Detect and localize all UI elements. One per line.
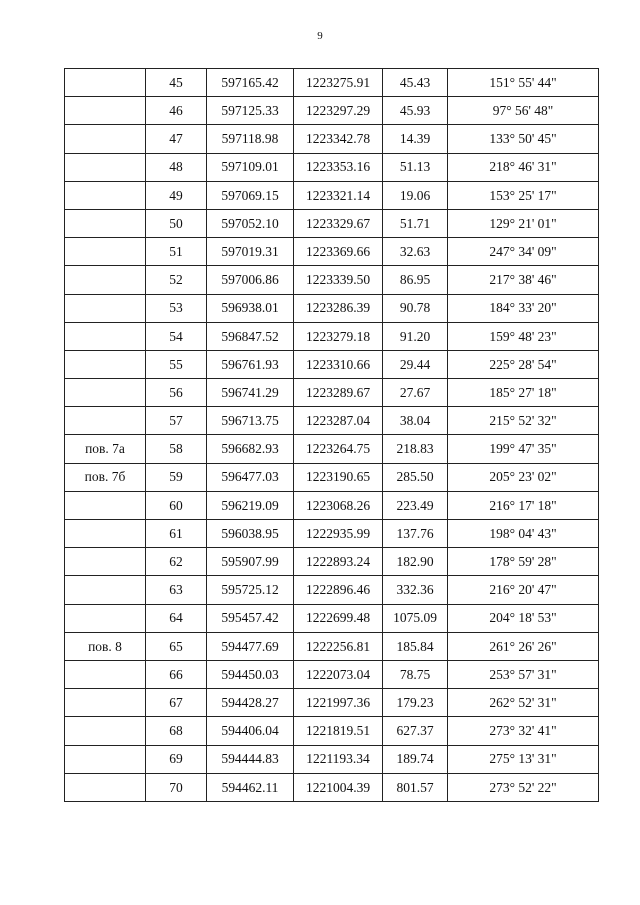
table-row — [65, 491, 599, 519]
x-coordinate-cell: 597006.86 — [207, 266, 294, 294]
distance-cell: 78.75 — [383, 660, 448, 688]
direction-angle-cell: 204° 18' 53" — [448, 604, 599, 632]
x-coordinate-cell: 594450.03 — [207, 660, 294, 688]
x-coordinate-cell: 596219.09 — [207, 491, 294, 519]
table-row — [65, 322, 599, 350]
point-number-cell: 45 — [146, 69, 207, 97]
coordinates-table — [64, 68, 599, 802]
point-label-cell — [65, 69, 146, 97]
y-coordinate-cell: 1221193.34 — [294, 745, 383, 773]
point-label-cell — [65, 520, 146, 548]
y-coordinate-cell: 1223190.65 — [294, 463, 383, 491]
point-label-cell — [65, 322, 146, 350]
point-label-cell: пов. 7а — [65, 435, 146, 463]
direction-angle-cell: 273° 52' 22" — [448, 773, 599, 801]
distance-cell: 45.43 — [383, 69, 448, 97]
x-coordinate-cell: 596847.52 — [207, 322, 294, 350]
direction-angle-cell: 275° 13' 31" — [448, 745, 599, 773]
table-row — [65, 463, 599, 491]
y-coordinate-cell: 1222896.46 — [294, 576, 383, 604]
x-coordinate-cell: 594428.27 — [207, 689, 294, 717]
point-number-cell: 62 — [146, 548, 207, 576]
table-row — [65, 209, 599, 237]
table-row — [65, 604, 599, 632]
table-row — [65, 350, 599, 378]
distance-cell: 45.93 — [383, 97, 448, 125]
distance-cell: 86.95 — [383, 266, 448, 294]
point-number-cell: 60 — [146, 491, 207, 519]
point-number-cell: 53 — [146, 294, 207, 322]
point-label-cell — [65, 773, 146, 801]
x-coordinate-cell: 594406.04 — [207, 717, 294, 745]
direction-angle-cell: 262° 52' 31" — [448, 689, 599, 717]
y-coordinate-cell: 1223289.67 — [294, 379, 383, 407]
x-coordinate-cell: 594444.83 — [207, 745, 294, 773]
point-label-cell — [65, 350, 146, 378]
point-number-cell: 58 — [146, 435, 207, 463]
x-coordinate-cell: 595725.12 — [207, 576, 294, 604]
y-coordinate-cell: 1223310.66 — [294, 350, 383, 378]
point-label-cell — [65, 689, 146, 717]
direction-angle-cell: 185° 27' 18" — [448, 379, 599, 407]
table-row — [65, 238, 599, 266]
distance-cell: 189.74 — [383, 745, 448, 773]
distance-cell: 627.37 — [383, 717, 448, 745]
point-number-cell: 52 — [146, 266, 207, 294]
y-coordinate-cell: 1223286.39 — [294, 294, 383, 322]
distance-cell: 332.36 — [383, 576, 448, 604]
x-coordinate-cell: 594462.11 — [207, 773, 294, 801]
table-row — [65, 181, 599, 209]
point-number-cell: 54 — [146, 322, 207, 350]
table-row — [65, 407, 599, 435]
distance-cell: 27.67 — [383, 379, 448, 407]
x-coordinate-cell: 597069.15 — [207, 181, 294, 209]
y-coordinate-cell: 1222699.48 — [294, 604, 383, 632]
table-row — [65, 125, 599, 153]
distance-cell: 38.04 — [383, 407, 448, 435]
point-label-cell: пов. 8 — [65, 632, 146, 660]
table-row — [65, 520, 599, 548]
y-coordinate-cell: 1222256.81 — [294, 632, 383, 660]
y-coordinate-cell: 1223321.14 — [294, 181, 383, 209]
y-coordinate-cell: 1223275.91 — [294, 69, 383, 97]
x-coordinate-cell: 596938.01 — [207, 294, 294, 322]
x-coordinate-cell: 597118.98 — [207, 125, 294, 153]
y-coordinate-cell: 1223342.78 — [294, 125, 383, 153]
table-row — [65, 153, 599, 181]
table-row — [65, 632, 599, 660]
y-coordinate-cell: 1223339.50 — [294, 266, 383, 294]
point-label-cell — [65, 491, 146, 519]
direction-angle-cell: 199° 47' 35" — [448, 435, 599, 463]
point-number-cell: 46 — [146, 97, 207, 125]
direction-angle-cell: 225° 28' 54" — [448, 350, 599, 378]
point-number-cell: 65 — [146, 632, 207, 660]
distance-cell: 801.57 — [383, 773, 448, 801]
distance-cell: 29.44 — [383, 350, 448, 378]
table-row — [65, 689, 599, 717]
point-label-cell — [65, 576, 146, 604]
distance-cell: 90.78 — [383, 294, 448, 322]
point-label-cell — [65, 745, 146, 773]
direction-angle-cell: 151° 55' 44" — [448, 69, 599, 97]
point-number-cell: 57 — [146, 407, 207, 435]
point-number-cell: 48 — [146, 153, 207, 181]
distance-cell: 32.63 — [383, 238, 448, 266]
table-row — [65, 69, 599, 97]
point-number-cell: 68 — [146, 717, 207, 745]
y-coordinate-cell: 1223279.18 — [294, 322, 383, 350]
y-coordinate-cell: 1223264.75 — [294, 435, 383, 463]
direction-angle-cell: 216° 20' 47" — [448, 576, 599, 604]
x-coordinate-cell: 596682.93 — [207, 435, 294, 463]
point-number-cell: 56 — [146, 379, 207, 407]
direction-angle-cell: 253° 57' 31" — [448, 660, 599, 688]
point-label-cell — [65, 717, 146, 745]
distance-cell: 91.20 — [383, 322, 448, 350]
distance-cell: 185.84 — [383, 632, 448, 660]
table-row — [65, 97, 599, 125]
direction-angle-cell: 198° 04' 43" — [448, 520, 599, 548]
y-coordinate-cell: 1222935.99 — [294, 520, 383, 548]
direction-angle-cell: 216° 17' 18" — [448, 491, 599, 519]
y-coordinate-cell: 1223287.04 — [294, 407, 383, 435]
y-coordinate-cell: 1221004.39 — [294, 773, 383, 801]
point-number-cell: 69 — [146, 745, 207, 773]
table-row — [65, 745, 599, 773]
direction-angle-cell: 215° 52' 32" — [448, 407, 599, 435]
point-label-cell — [65, 548, 146, 576]
direction-angle-cell: 97° 56' 48" — [448, 97, 599, 125]
x-coordinate-cell: 596038.95 — [207, 520, 294, 548]
table-row — [65, 717, 599, 745]
point-number-cell: 59 — [146, 463, 207, 491]
direction-angle-cell: 184° 33' 20" — [448, 294, 599, 322]
point-number-cell: 61 — [146, 520, 207, 548]
x-coordinate-cell: 597109.01 — [207, 153, 294, 181]
x-coordinate-cell: 596477.03 — [207, 463, 294, 491]
x-coordinate-cell: 597052.10 — [207, 209, 294, 237]
point-number-cell: 63 — [146, 576, 207, 604]
point-label-cell — [65, 604, 146, 632]
y-coordinate-cell: 1223329.67 — [294, 209, 383, 237]
x-coordinate-cell: 597165.42 — [207, 69, 294, 97]
distance-cell: 223.49 — [383, 491, 448, 519]
point-number-cell: 64 — [146, 604, 207, 632]
x-coordinate-cell: 594477.69 — [207, 632, 294, 660]
point-number-cell: 66 — [146, 660, 207, 688]
y-coordinate-cell: 1223369.66 — [294, 238, 383, 266]
direction-angle-cell: 159° 48' 23" — [448, 322, 599, 350]
point-label-cell — [65, 407, 146, 435]
point-label-cell: пов. 7б — [65, 463, 146, 491]
direction-angle-cell: 133° 50' 45" — [448, 125, 599, 153]
x-coordinate-cell: 597125.33 — [207, 97, 294, 125]
table-row — [65, 660, 599, 688]
direction-angle-cell: 153° 25' 17" — [448, 181, 599, 209]
point-label-cell — [65, 153, 146, 181]
point-label-cell — [65, 660, 146, 688]
point-label-cell — [65, 125, 146, 153]
x-coordinate-cell: 596741.29 — [207, 379, 294, 407]
x-coordinate-cell: 595457.42 — [207, 604, 294, 632]
y-coordinate-cell: 1221997.36 — [294, 689, 383, 717]
distance-cell: 19.06 — [383, 181, 448, 209]
point-number-cell: 49 — [146, 181, 207, 209]
point-number-cell: 50 — [146, 209, 207, 237]
distance-cell: 285.50 — [383, 463, 448, 491]
distance-cell: 218.83 — [383, 435, 448, 463]
point-number-cell: 51 — [146, 238, 207, 266]
point-label-cell — [65, 266, 146, 294]
distance-cell: 1075.09 — [383, 604, 448, 632]
direction-angle-cell: 218° 46' 31" — [448, 153, 599, 181]
point-label-cell — [65, 97, 146, 125]
point-number-cell: 70 — [146, 773, 207, 801]
distance-cell: 51.71 — [383, 209, 448, 237]
x-coordinate-cell: 595907.99 — [207, 548, 294, 576]
point-number-cell: 47 — [146, 125, 207, 153]
y-coordinate-cell: 1221819.51 — [294, 717, 383, 745]
point-label-cell — [65, 238, 146, 266]
distance-cell: 14.39 — [383, 125, 448, 153]
table-row — [65, 773, 599, 801]
direction-angle-cell: 217° 38' 46" — [448, 266, 599, 294]
direction-angle-cell: 129° 21' 01" — [448, 209, 599, 237]
table-row — [65, 379, 599, 407]
y-coordinate-cell: 1223297.29 — [294, 97, 383, 125]
direction-angle-cell: 205° 23' 02" — [448, 463, 599, 491]
table-row — [65, 294, 599, 322]
point-number-cell: 67 — [146, 689, 207, 717]
distance-cell: 51.13 — [383, 153, 448, 181]
point-label-cell — [65, 294, 146, 322]
direction-angle-cell: 247° 34' 09" — [448, 238, 599, 266]
coordinates-table-body — [65, 69, 599, 802]
distance-cell: 182.90 — [383, 548, 448, 576]
y-coordinate-cell: 1223068.26 — [294, 491, 383, 519]
table-row — [65, 435, 599, 463]
x-coordinate-cell: 597019.31 — [207, 238, 294, 266]
distance-cell: 179.23 — [383, 689, 448, 717]
x-coordinate-cell: 596713.75 — [207, 407, 294, 435]
y-coordinate-cell: 1222893.24 — [294, 548, 383, 576]
distance-cell: 137.76 — [383, 520, 448, 548]
direction-angle-cell: 273° 32' 41" — [448, 717, 599, 745]
point-label-cell — [65, 379, 146, 407]
point-number-cell: 55 — [146, 350, 207, 378]
y-coordinate-cell: 1222073.04 — [294, 660, 383, 688]
point-label-cell — [65, 181, 146, 209]
page-number: 9 — [317, 30, 323, 42]
direction-angle-cell: 261° 26' 26" — [448, 632, 599, 660]
x-coordinate-cell: 596761.93 — [207, 350, 294, 378]
table-row — [65, 548, 599, 576]
direction-angle-cell: 178° 59' 28" — [448, 548, 599, 576]
point-label-cell — [65, 209, 146, 237]
table-row — [65, 576, 599, 604]
table-row — [65, 266, 599, 294]
y-coordinate-cell: 1223353.16 — [294, 153, 383, 181]
